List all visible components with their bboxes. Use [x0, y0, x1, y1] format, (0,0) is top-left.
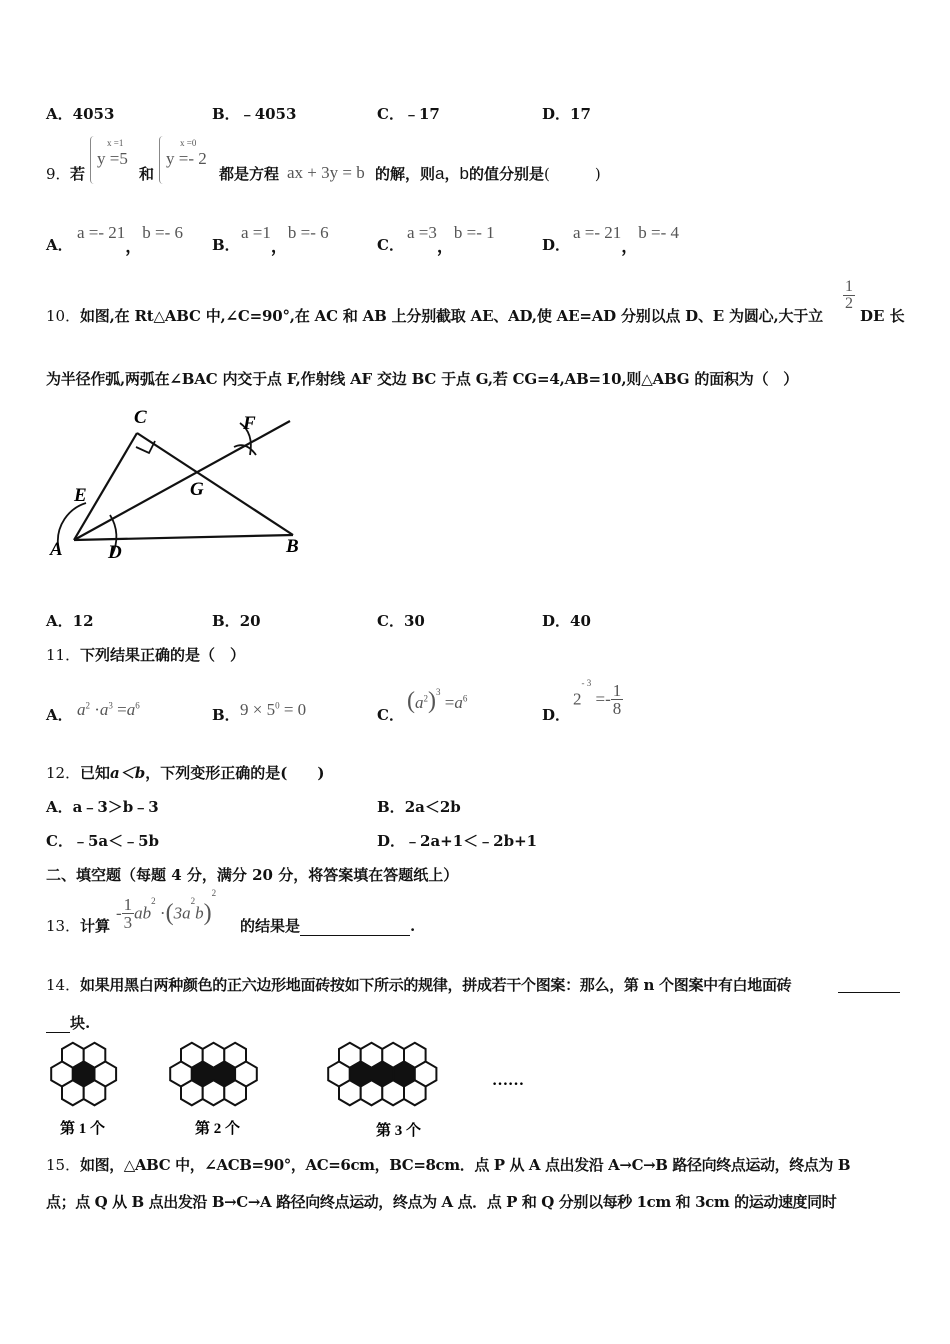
- q12-option-a: [46, 796, 159, 817]
- question-number: 13．: [46, 917, 81, 935]
- q8-option-b: [212, 103, 296, 124]
- term: b: [195, 903, 204, 923]
- white-hexagon-tile: [404, 1080, 426, 1105]
- white-hexagon-tile: [339, 1080, 361, 1105]
- system-2-bottom: y =- 2: [166, 149, 207, 168]
- value-a: a =3: [407, 223, 437, 242]
- hexagon-pattern-figure: [40, 1035, 540, 1145]
- q9-middle-text: 都是方程: [219, 165, 280, 183]
- triangle-figure: [40, 395, 310, 570]
- equals: =: [112, 700, 127, 719]
- option-value: ﹣17: [403, 105, 440, 123]
- value-b: b =- 1: [453, 223, 495, 242]
- question-number: 12．: [46, 764, 81, 782]
- option-value: ﹣4053: [239, 105, 297, 123]
- option-label: B．: [212, 612, 240, 630]
- q11-text: 下列结果正确的是（ ）: [80, 646, 246, 664]
- q14-line1: 如果用黑白两种颜色的正六边形地面砖按如下所示的规律，拼成若干个图案：那么，第 n 个图案中有白地面砖: [80, 976, 792, 994]
- paren-close: ): [428, 688, 436, 714]
- label-a: A: [50, 539, 63, 560]
- white-hexagon-tile: [382, 1080, 404, 1105]
- caption-3: 第 3 个: [376, 1123, 422, 1139]
- option-label: D．: [542, 612, 571, 630]
- q11-option-b: [240, 700, 306, 720]
- q9-option-c: [407, 218, 495, 256]
- q10-line1-end: DE 长: [860, 307, 905, 325]
- question-number: 9．: [46, 165, 71, 183]
- option-label: D．: [542, 105, 571, 123]
- minus-sign: -: [116, 903, 122, 923]
- option-value: 20: [239, 612, 261, 630]
- q9-option-d: [573, 218, 680, 256]
- q12-option-b: [377, 796, 461, 817]
- q12-option-d: [377, 830, 537, 851]
- caption-2: 第 2 个: [195, 1121, 241, 1137]
- q9-option-a-label: A．: [46, 236, 73, 254]
- value-b: b =- 6: [287, 223, 329, 242]
- q11-option-c: [407, 688, 467, 715]
- option-value: 40: [570, 612, 591, 630]
- base: a: [99, 700, 109, 719]
- separator: ，: [621, 237, 639, 256]
- q12-text: [80, 762, 324, 783]
- q11-option-b-label: B．: [212, 706, 240, 724]
- label-e: E: [74, 485, 87, 506]
- q9-suffix-post: 的值分别是: [468, 165, 544, 183]
- q10-line1: 如图,在 Rt△ABC 中,∠C=90°,在 AC 和 AB 上分别截取 AE、AD,使 AE=AD 分别以点 D、E 为圆心,大于立: [80, 307, 823, 325]
- result: a: [454, 693, 463, 712]
- dot: ·: [155, 903, 166, 923]
- base: a: [415, 693, 424, 712]
- q13-suffix-text: 的结果是: [240, 917, 301, 935]
- question-number: 14．: [46, 976, 81, 994]
- base: a: [77, 700, 86, 719]
- paren-open: (: [407, 688, 415, 714]
- ellipsis: ……: [492, 1072, 524, 1089]
- q11-option-d: [573, 678, 623, 717]
- value-a: a =1: [241, 223, 271, 242]
- system-1-bottom: y =5: [97, 149, 128, 168]
- label-d: D: [108, 542, 122, 563]
- separator: ，: [436, 237, 454, 256]
- value-a: a =- 21: [573, 223, 622, 242]
- answer-blank: [300, 917, 410, 936]
- label-f: F: [243, 413, 256, 434]
- white-hexagon-tile: [224, 1080, 246, 1105]
- exponent: 0: [275, 700, 280, 711]
- label-b: B: [286, 536, 299, 557]
- option-label: D．: [377, 832, 406, 850]
- option-label: B．: [377, 798, 405, 816]
- option-value: 4053: [72, 105, 115, 123]
- answer-paren: ( ): [543, 165, 601, 183]
- q10-option-c: [377, 610, 425, 631]
- white-hexagon-tile: [181, 1080, 203, 1105]
- q9-option-b-label: B．: [212, 236, 240, 254]
- option-value: 12: [72, 612, 94, 630]
- label-c: C: [134, 407, 147, 428]
- hexagon-tiles: [51, 1043, 436, 1106]
- q13-end: .: [410, 917, 416, 935]
- q14-line2-end: 块.: [70, 1014, 91, 1032]
- q9-suffix-pre: 的解，则: [375, 165, 436, 183]
- q9-suffix: [375, 163, 601, 184]
- fraction-denominator: 2: [845, 295, 853, 312]
- option-label: B．: [212, 105, 240, 123]
- white-hexagon-tile: [84, 1080, 106, 1105]
- expression: 9 × 5: [240, 700, 276, 719]
- result: a: [126, 700, 136, 719]
- option-value: ﹣2a+1＜﹣2b+1: [405, 832, 538, 850]
- value-b: b =- 6: [142, 223, 184, 242]
- q10-option-d: [542, 610, 591, 631]
- q12-text-pre: 已知: [80, 764, 111, 782]
- q10-option-a: [46, 610, 94, 631]
- white-hexagon-tile: [203, 1080, 225, 1105]
- q13-expression: [116, 888, 216, 931]
- paren-open: (: [165, 900, 174, 926]
- q9-option-a: [77, 218, 184, 256]
- q11-option-d-label: D．: [542, 706, 571, 724]
- q12-condition: a＜b: [110, 764, 146, 782]
- exponent: 2: [85, 700, 90, 711]
- q9-comma: ，: [444, 165, 460, 183]
- system-brace-2: [159, 136, 218, 184]
- exponent: - 3: [581, 678, 592, 688]
- q11-option-a-label: A．: [46, 706, 73, 724]
- question-number: 10．: [46, 307, 81, 325]
- equals: = 0: [279, 700, 307, 719]
- q12-text-post: ，下列变形正确的是( ): [145, 764, 325, 782]
- option-value: 17: [570, 105, 591, 123]
- q13-suffix: [240, 915, 415, 936]
- base: 2: [573, 689, 582, 709]
- q10-line2: 为半径作弧,两弧在∠BAC 内交于点 F,作射线 AF 交边 BC 于点 G,若 CG=4,AB=10,则△ABG 的面积为（ ）: [46, 370, 798, 388]
- fraction-denominator: 8: [612, 699, 622, 718]
- option-label: C．: [377, 612, 404, 630]
- q15-line2: 点；点 Q 从 B 点出发沿 B→C→A 路径向终点运动，终点为 A 点．点 P 和 Q 分别以每秒 1cm 和 3cm 的运动速度同时: [46, 1193, 837, 1211]
- exponent: 6: [135, 700, 140, 711]
- exponent: 2: [190, 896, 196, 906]
- answer-blank: [46, 1014, 70, 1033]
- separator: ，: [125, 237, 143, 256]
- q10-fraction: [843, 279, 855, 312]
- q9-equation: ax + 3y = b: [287, 163, 365, 182]
- section-heading: 二、填空题（每题 4 分，满分 20 分，将答案填在答题纸上）: [46, 866, 459, 884]
- system-1-top: x =1: [107, 138, 124, 148]
- caption-1: 第 1 个: [60, 1121, 106, 1137]
- q8-option-a: [46, 103, 114, 124]
- q14-line2: [46, 1012, 90, 1033]
- fraction-denominator: 3: [123, 913, 133, 932]
- option-value: 30: [403, 612, 425, 630]
- option-label: C．: [377, 105, 404, 123]
- outer-exponent: 2: [211, 888, 217, 898]
- q9-prefix: 若: [70, 165, 86, 183]
- q13-prefix: 计算: [80, 917, 111, 935]
- q10-option-b: [212, 610, 261, 631]
- q11-option-a: [77, 700, 140, 720]
- option-label: A．: [46, 612, 73, 630]
- label-g: G: [190, 479, 204, 500]
- option-value: ﹣5a＜﹣5b: [72, 832, 160, 850]
- q8-option-c: [377, 103, 440, 124]
- value-b: b =- 4: [638, 223, 680, 242]
- q11-option-c-label: C．: [377, 706, 404, 724]
- option-label: C．: [46, 832, 73, 850]
- fraction-numerator: 1: [845, 278, 853, 295]
- option-value: 2a＜2b: [404, 798, 461, 816]
- option-value: a﹣3＞b﹣3: [72, 798, 159, 816]
- ray-af: [74, 421, 290, 540]
- exponent: 6: [462, 693, 468, 704]
- exponent: 3: [108, 700, 113, 711]
- outer-exponent: 3: [436, 687, 441, 698]
- q12-option-c: [46, 830, 159, 851]
- term: ab: [134, 903, 152, 923]
- side-cb: [137, 433, 293, 535]
- white-hexagon-tile: [361, 1080, 383, 1105]
- fraction-numerator: 1: [123, 895, 133, 914]
- equals: =: [440, 693, 455, 712]
- q9-option-c-label: C．: [377, 236, 404, 254]
- q9-var-a: a: [435, 164, 445, 183]
- dot: ·: [90, 700, 100, 719]
- system-brace-1: [90, 136, 137, 184]
- separator: ，: [270, 237, 288, 256]
- question-number: 15．: [46, 1156, 81, 1174]
- equals: =-: [591, 689, 611, 709]
- option-label: A．: [46, 105, 73, 123]
- option-label: A．: [46, 798, 73, 816]
- exponent: 2: [151, 896, 156, 906]
- q15-line1: 如图，△ABC 中，∠ACB=90°，AC=6cm，BC=8cm．点 P 从 A 点出发沿 A→C→B 路径向终点运动，终点为 B: [80, 1156, 851, 1174]
- side-ab: [74, 535, 293, 540]
- white-hexagon-tile: [62, 1080, 84, 1105]
- q9-var-b: b: [459, 164, 469, 183]
- exponent: 2: [423, 693, 428, 704]
- value-a: a =- 21: [77, 223, 126, 242]
- q9-option-b: [241, 218, 329, 256]
- fraction-numerator: 1: [612, 681, 622, 700]
- paren-close: ): [203, 900, 212, 926]
- q8-option-d: [542, 103, 591, 124]
- question-number: 11．: [46, 646, 81, 664]
- term: 3a: [173, 903, 191, 923]
- q9-option-d-label: D．: [542, 236, 571, 254]
- q9-and: 和: [139, 165, 155, 183]
- q14-blank-1: [838, 974, 900, 993]
- system-2-top: x =0: [180, 138, 197, 148]
